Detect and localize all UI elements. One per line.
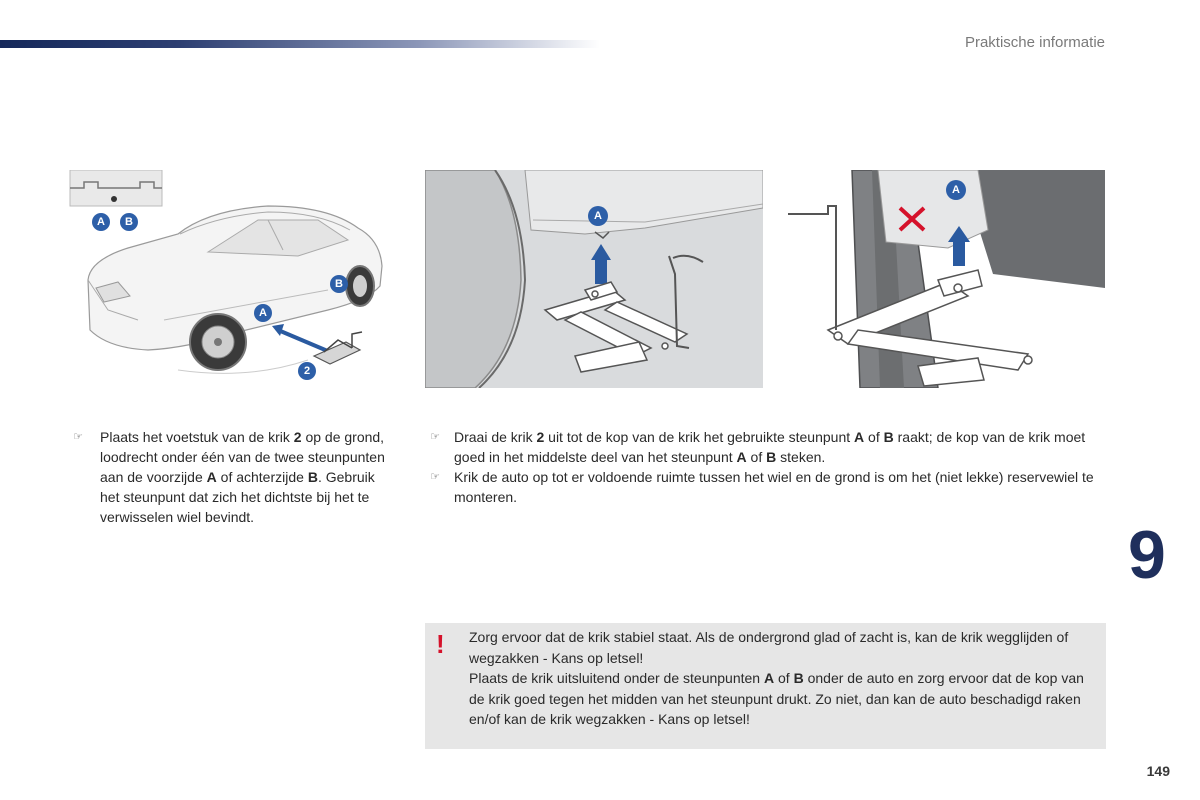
warning-line-2: Plaats de krik uitsluitend onder de steunpunten A of B onder de auto en zorg ervoor dat de kop van de krik goed tegen het midden van het steunpunt drukt. Zo niet, dan kan de auto beschadigd raken en/of kan de krik wegzakken - Kans op letsel!: [469, 670, 1084, 727]
list-item: ☞ Plaats het voetstuk van de krik 2 op de grond, loodrecht onder één van de twee steunpunten aan de voorzijde A of achterzijde B. Gebruik het steunpunt dat zich het dichtste bij het te verwisselen wiel bevindt.: [68, 427, 398, 527]
pointing-hand-icon: ☞: [430, 431, 440, 443]
marker-a-inset: A: [92, 213, 110, 231]
figure-car-support-points: [68, 170, 390, 388]
right-instructions-list: [425, 427, 1105, 507]
chapter-number: 9: [1128, 517, 1166, 593]
figure-jack-under-sill: [425, 170, 763, 388]
figure-jack-under-tyre: [788, 170, 1105, 388]
exclamation-icon: !: [436, 629, 445, 659]
section-title: Praktische informatie: [964, 34, 1105, 51]
pointing-hand-icon: ☞: [430, 471, 440, 483]
pointing-hand-icon: ☞: [73, 431, 83, 443]
warning-box: [425, 623, 1106, 749]
list-item: ☞ Krik de auto op tot er voldoende ruimte tussen het wiel en de grond is om het (niet lekke) reservewiel te monteren.: [425, 467, 1105, 507]
left-instructions-list: [68, 427, 398, 527]
warning-text: [469, 627, 1094, 730]
list-item: ☞ Draai de krik 2 uit tot de kop van de krik het gebruikte steunpunt A of B raakt; de kop van de krik moet goed in het middelste deel van het steunpunt A of B steken.: [425, 427, 1105, 467]
page-number: 149: [1146, 763, 1170, 779]
marker-a-tyre: A: [946, 180, 966, 200]
marker-a-sill: A: [588, 206, 608, 226]
marker-a-front: A: [254, 304, 272, 322]
marker-b-rear: B: [330, 275, 348, 293]
marker-2-jack: 2: [298, 362, 316, 380]
warning-line-1: Zorg ervoor dat de krik stabiel staat. Als de ondergrond glad of zacht is, kan de krik wegglijden of wegzakken - Kans op letsel!: [469, 629, 1069, 666]
header-gradient-bar: [0, 40, 600, 48]
marker-b-inset: B: [120, 213, 138, 231]
